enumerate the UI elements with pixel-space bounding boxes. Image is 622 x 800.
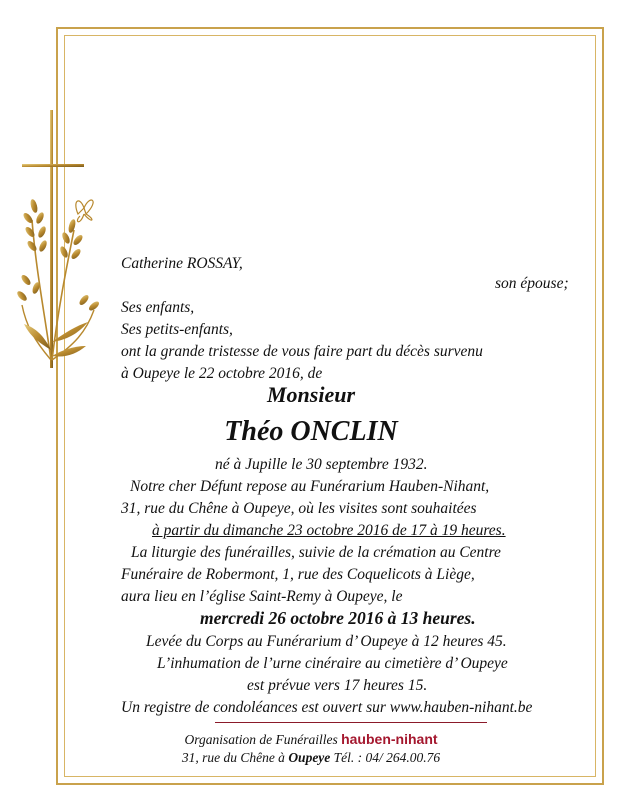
levee-line: Levée du Corps au Funérarium d’ Oupeye à 12 heures 45. [146, 633, 507, 650]
footer-separator [215, 722, 487, 723]
liturgy-line-3: aura lieu en l’église Saint-Remy à Oupeye, le [121, 588, 403, 605]
birth-line: né à Jupille le 30 septembre 1932. [215, 456, 428, 473]
inhumation-line-1: L’inhumation de l’urne cinéraire au cimetière d’ Oupeye [157, 655, 508, 672]
registry-line: Un registre de condoléances est ouvert sur www.hauben-nihant.be [121, 699, 533, 716]
brand-logo-text: hauben-nihant [341, 731, 438, 747]
footer-organisation [0, 731, 622, 748]
cross-wheat-ornament-icon [14, 110, 104, 370]
rest-line-1: Notre cher Défunt repose au Funérarium Hauben-Nihant, [130, 478, 490, 495]
deceased-title: Monsieur [266, 382, 356, 407]
deceased-name: Théo ONCLIN [224, 416, 398, 447]
footer-org-prefix: Organisation de Funérailles [184, 732, 338, 747]
announcement-line-2: à Oupeye le 22 octobre 2016, de [121, 365, 323, 382]
announcement-line-1: ont la grande tristesse de vous faire part du décès survenu [121, 343, 483, 360]
footer-address-prefix: 31, rue du Chêne à [181, 750, 285, 765]
grandchildren-line: Ses petits-enfants, [121, 321, 233, 338]
ceremony-date: mercredi 26 octobre 2016 à 13 heures. [200, 608, 476, 628]
spouse-name: Catherine ROSSAY, [121, 255, 243, 272]
liturgy-line-1: La liturgie des funérailles, suivie de la crémation au Centre [131, 544, 501, 561]
spouse-relation: son épouse; [495, 275, 569, 292]
liturgy-line-2: Funéraire de Robermont, 1, rue des Coquelicots à Liège, [121, 566, 475, 583]
rest-line-2: 31, rue du Chêne à Oupeye, où les visites sont souhaitées [121, 500, 477, 517]
footer-address [0, 750, 622, 766]
visits-line: à partir du dimanche 23 octobre 2016 de 17 à 19 heures. [152, 522, 506, 539]
footer-phone: Tél. : 04/ 264.00.76 [333, 750, 441, 765]
footer-address-town: Oupeye [288, 750, 331, 765]
inhumation-line-2: est prévue vers 17 heures 15. [247, 677, 428, 694]
children-line: Ses enfants, [121, 299, 195, 316]
